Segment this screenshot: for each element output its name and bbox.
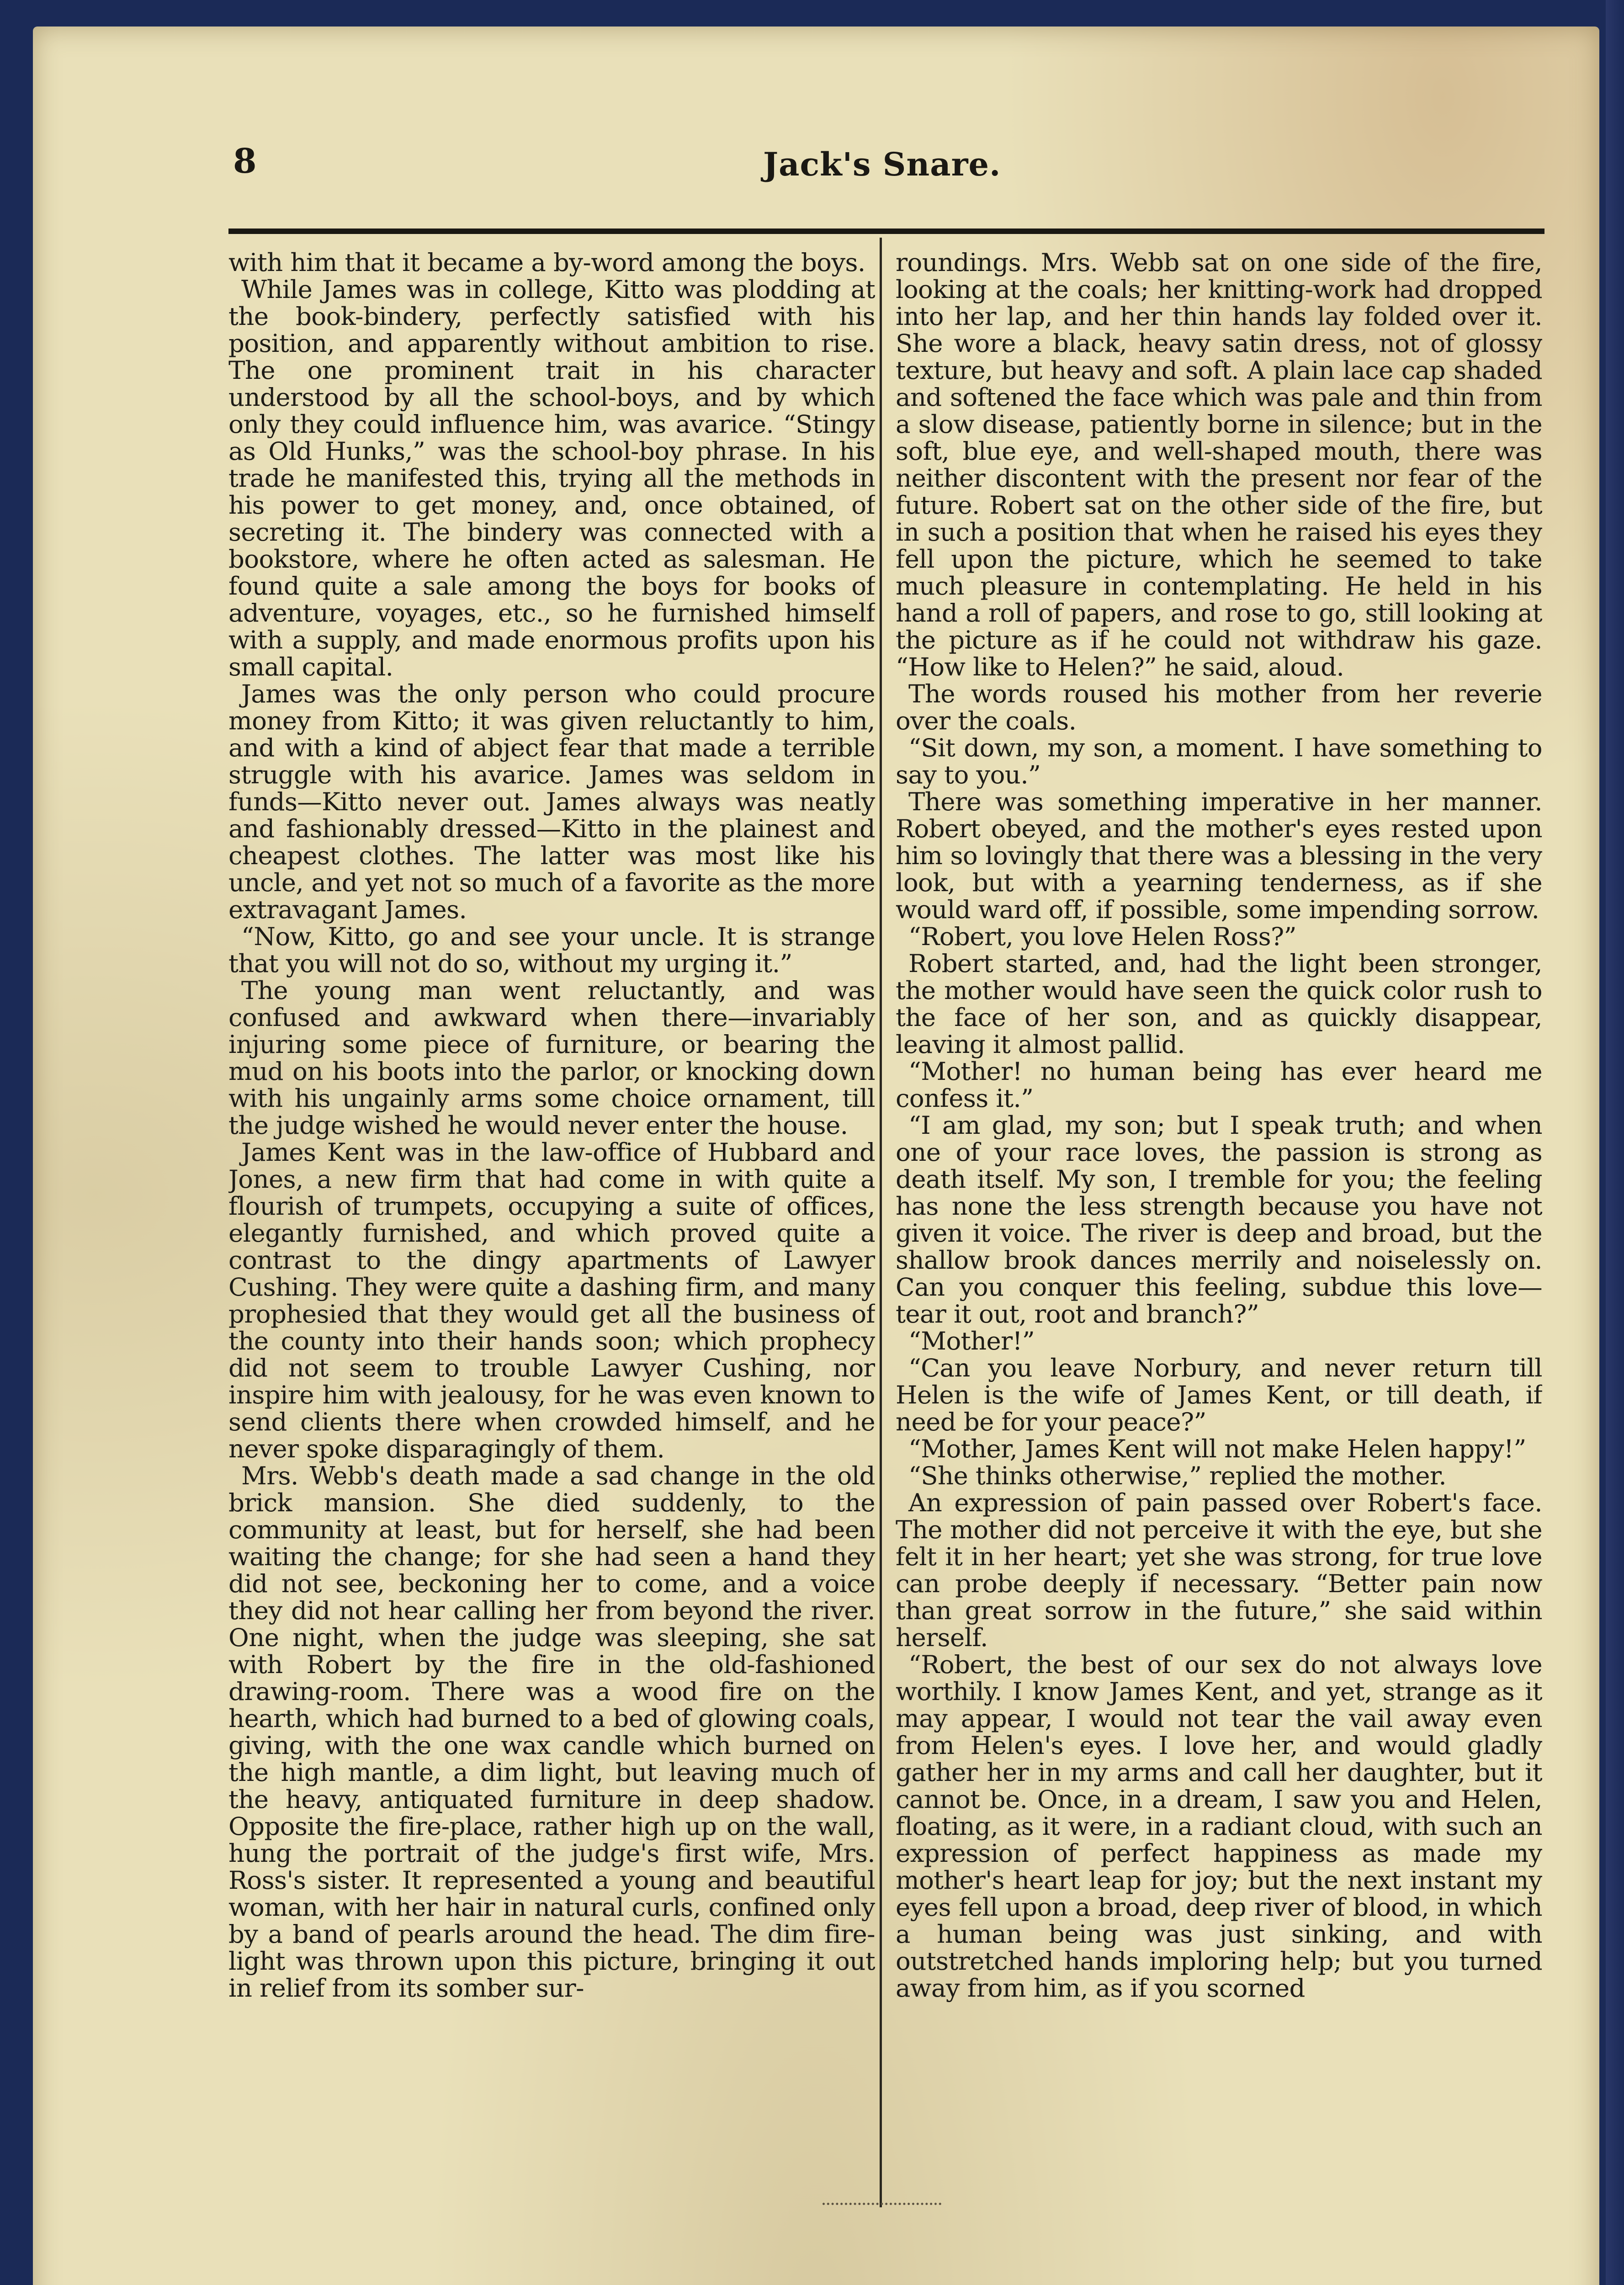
paragraph: “Now, Kitto, go and see your uncle. It is strange that you will not do so, without my urging it.”: [228, 922, 875, 978]
paragraph: Robert started, and, had the light been stronger, the mother would have seen the quick color rush to the face of her son, and as quickly disappear, leaving it almost pallid.: [896, 949, 1542, 1059]
paragraph: “She thinks otherwise,” replied the mother.: [908, 1461, 1447, 1490]
paragraph: “Mother, James Kent will not make Helen happy!”: [908, 1434, 1526, 1463]
footer-ornament: [823, 2203, 941, 2205]
paragraph: James was the only person who could procure money from Kitto; it was given reluctantly to him, and with a kind of abject fear that made a terrible struggle with his avarice. James was seldom in funds—Kitto never out. James always was neatly and fashionably dressed—Kitto in the plainest and cheapest clothes. The latter was most like his uncle, and yet not so much of a favorite as the more extravagant James.: [228, 679, 875, 924]
paragraph: roundings. Mrs. Webb sat on one side of the fire, looking at the coals; her knitting-work had dropped into her lap, and her thin hands lay folded over it. She wore a black, heavy satin dress, not of glossy texture, but heavy and soft. A plain lace cap shaded and softened the face which was pale and thin from a slow disease, patiently borne in silence; but in the soft, blue eye, and well-shaped mouth, there was neither discontent with the present nor fear of the future. Robert sat on the other side of the fire, but in such a position that when he raised his eyes they fell upon the picture, which he seemed to take much pleasure in contemplating. He held in his hand a roll of papers, and rose to go, still looking at the picture as if he could not withdraw his gaze. “How like to Helen?” he said, aloud.: [896, 249, 1542, 681]
paragraph: James Kent was in the law-office of Hubbard and Jones, a new firm that had come in with quite a flourish of trumpets, occupying a suite of offices, elegantly furnished, and which proved quite a contrast to the dingy apartments of Lawyer Cushing. They were quite a dashing firm, and many prophesied that they would get all the business of the county into their hands soon; which prophecy did not seem to trouble Lawyer Cushing, nor inspire him with jealousy, for he was even known to send clients there when crowded himself, and he never spoke disparagingly of them.: [228, 1137, 875, 1463]
column-divider: [880, 238, 882, 2207]
running-title: Jack's Snare.: [763, 145, 1001, 183]
binding-edge: [1606, 0, 1624, 2285]
paragraph: “Sit down, my son, a moment. I have something to say to you.”: [896, 733, 1542, 789]
paragraph: Mrs. Webb's death made a sad change in the old brick mansion. She died suddenly, to the community at least, but for herself, she had been waiting the change; for she had seen a hand they did not see, beckoning her to come, and a voice they did not hear calling her from beyond the river. One night, when the judge was sleeping, she sat with Robert by the fire in the old-fashioned drawing-room. There was a wood fire on the hearth, which had burned to a bed of glowing coals, giving, with the one wax candle which burned on the high mantle, a dim light, but leaving much of the heavy, antiquated furniture in deep shadow. Opposite the fire-place, rather high up on the wall, hung the portrait of the judge's first wife, Mrs. Ross's sister. It represented a young and beautiful woman, with her hair in natural curls, confined only by a band of pearls around the head. The dim fire-light was thrown upon this picture, bringing it out in relief from its somber sur-: [228, 1461, 875, 2003]
paragraph: An expression of pain passed over Robert's face. The mother did not perceive it with the eye, but she felt it in her heart; yet she was strong, for true love can probe deeply if necessary. “Better pain now than great sorrow in the future,” she said within herself.: [896, 1488, 1542, 1652]
paragraph: There was something imperative in her manner. Robert obeyed, and the mother's eyes rested upon him so lovingly that there was a blessing in the very look, but with a yearning tenderness, as if she would ward off, if possible, some impending sorrow.: [896, 787, 1542, 924]
paragraph: The young man went reluctantly, and was confused and awkward when there—invariably injuring some piece of furniture, or bearing the mud on his boots into the parlor, or knocking down with his ungainly arms some choice ornament, till the judge wished he would never enter the house.: [228, 976, 875, 1140]
paragraph: “I am glad, my son; but I speak truth; and when one of your race loves, the passion is strong as death itself. My son, I tremble for you; the feeling has none the less strength because you have not given it voice. The river is deep and broad, but the shallow brook dances merrily and noiselessly on. Can you conquer this feeling, subdue this love—tear it out, root and branch?”: [896, 1111, 1542, 1328]
header-rule: [228, 228, 1544, 234]
paragraph: “Can you leave Norbury, and never return till Helen is the wife of James Kent, or till death, if need be for your peace?”: [896, 1353, 1542, 1436]
paragraph: with him that it became a by-word among the boys.: [228, 249, 865, 277]
paragraph: “Mother!”: [908, 1326, 1035, 1355]
paragraph: The words roused his mother from her reverie over the coals.: [896, 679, 1542, 735]
paragraph: “Mother! no human being has ever heard me confess it.”: [896, 1057, 1542, 1113]
page-number: 8: [233, 142, 257, 181]
paragraph: While James was in college, Kitto was plodding at the book-bindery, perfectly satisfied with his position, and apparently without ambition to rise. The one prominent trait in his character understood by all the school-boys, and by which only they could influence him, was avarice. “Stingy as Old Hunks,” was the school-boy phrase. In his trade he manifested this, trying all the methods in his power to get money, and, once obtained, of secreting it. The bindery was connected with a bookstore, where he often acted as salesman. He found quite a sale among the boys for books of adventure, voyages, etc., so he furnished himself with a supply, and made enormous profits upon his small capital.: [228, 275, 875, 681]
paragraph: “Robert, you love Helen Ross?”: [908, 922, 1296, 951]
paragraph: “Robert, the best of our sex do not always love worthily. I know James Kent, and yet, strange as it may appear, I would not tear the vail away even from Helen's eyes. I love her, and would gladly gather her in my arms and call her daughter, but it cannot be. Once, in a dream, I saw you and Helen, floating, as it were, in a radiant cloud, with such an expression of perfect happiness as made my mother's heart leap for joy; but the next instant my eyes fell upon a broad, deep river of blood, in which a human being was just sinking, and with outstretched hands imploring help; but you turned away from him, as if you scorned: [896, 1650, 1542, 2003]
right-column: [896, 249, 1542, 2194]
left-column: [228, 249, 875, 2194]
page-header: [192, 142, 1563, 206]
